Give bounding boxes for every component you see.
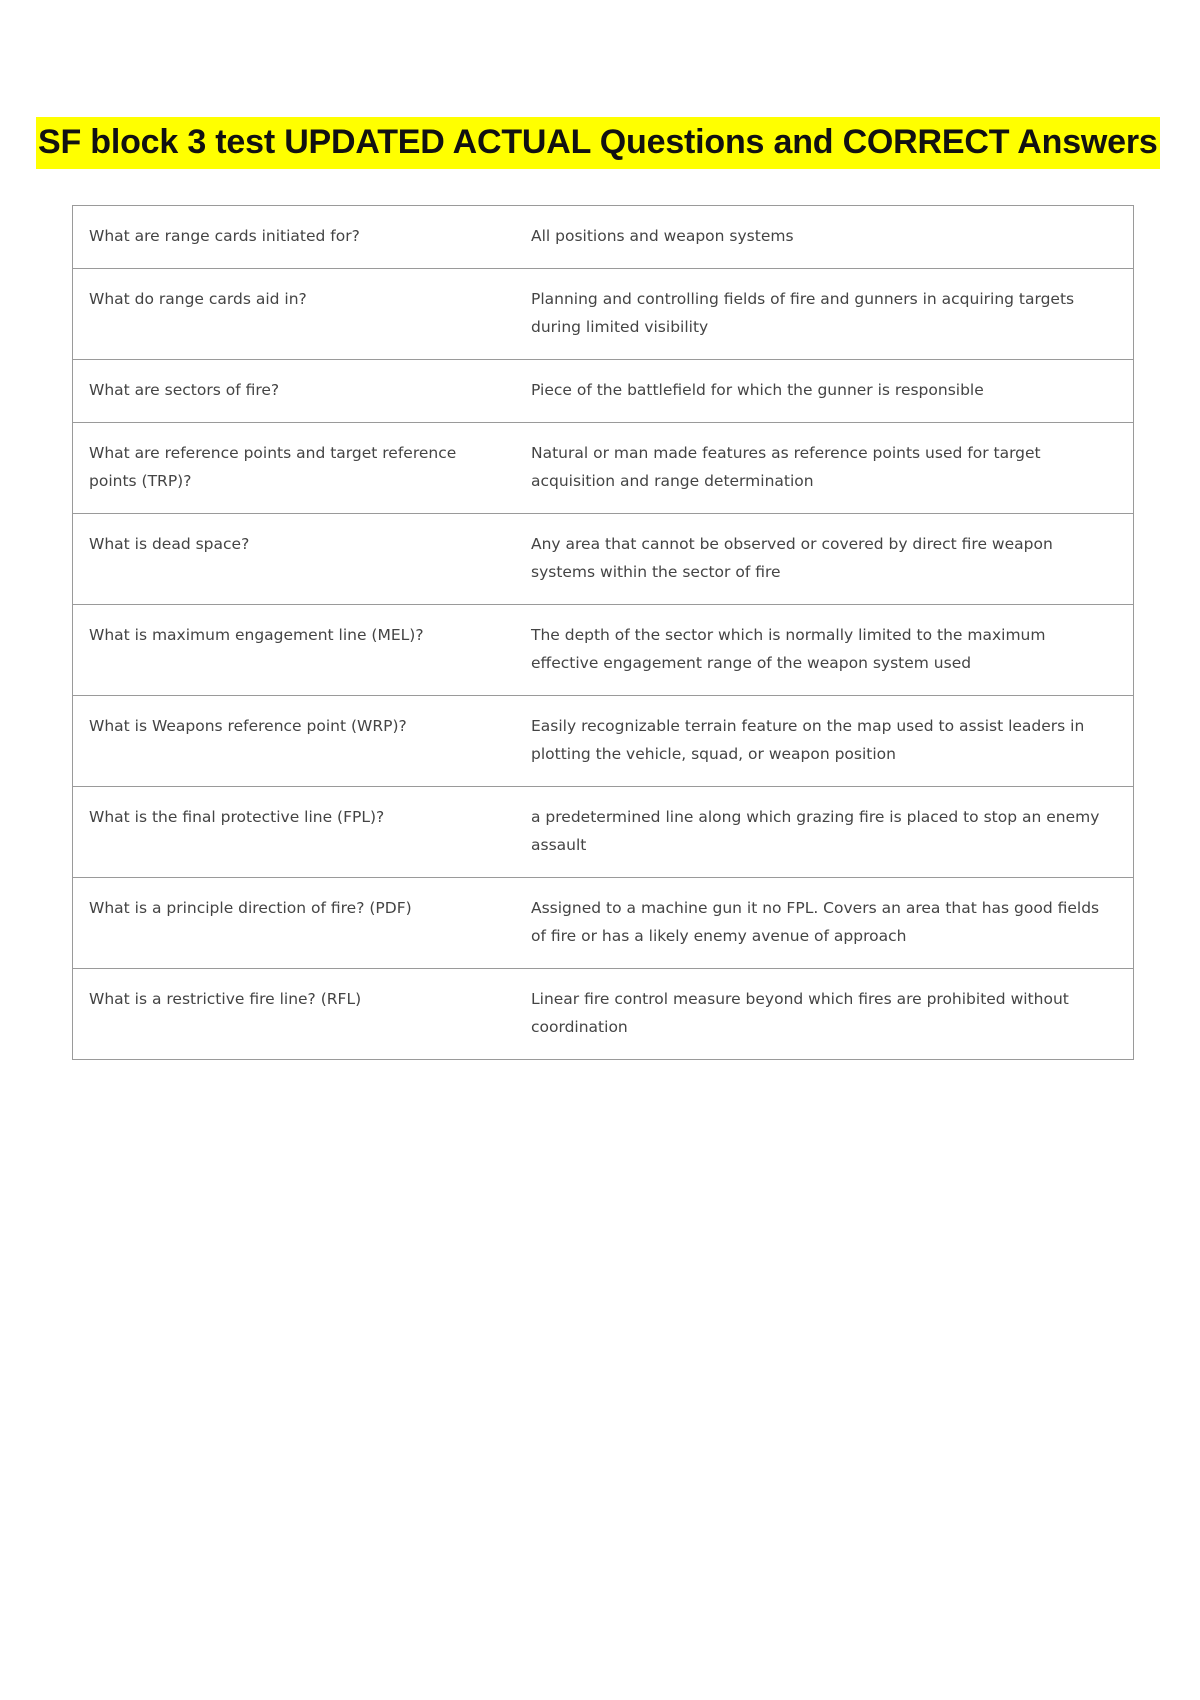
question-cell: What are sectors of fire? [73,360,516,423]
answer-cell: Planning and controlling fields of fire and gunners in acquiring targets during limited visibility [515,269,1134,360]
table-row [73,696,1134,787]
answer-cell: All positions and weapon systems [515,206,1134,269]
answer-cell: Easily recognizable terrain feature on the map used to assist leaders in plotting the vehicle, squad, or weapon position [515,696,1134,787]
question-cell: What do range cards aid in? [73,269,516,360]
answer-cell: Any area that cannot be observed or covered by direct fire weapon systems within the sector of fire [515,514,1134,605]
table-row [73,360,1134,423]
question-cell: What are range cards initiated for? [73,206,516,269]
table-row [73,269,1134,360]
table-row [73,605,1134,696]
question-cell: What is Weapons reference point (WRP)? [73,696,516,787]
answer-cell: a predetermined line along which grazing fire is placed to stop an enemy assault [515,787,1134,878]
answer-cell: Piece of the battlefield for which the gunner is responsible [515,360,1134,423]
question-cell: What is the final protective line (FPL)? [73,787,516,878]
table-row [73,787,1134,878]
table-row [73,206,1134,269]
question-cell: What is dead space? [73,514,516,605]
question-cell: What is maximum engagement line (MEL)? [73,605,516,696]
answer-cell: Assigned to a machine gun it no FPL. Covers an area that has good fields of fire or has a likely enemy avenue of approach [515,878,1134,969]
answer-cell: Natural or man made features as reference points used for target acquisition and range determination [515,423,1134,514]
question-cell: What is a principle direction of fire? (PDF) [73,878,516,969]
table-row [73,514,1134,605]
table-row [73,878,1134,969]
question-cell: What is a restrictive fire line? (RFL) [73,969,516,1060]
answer-cell: The depth of the sector which is normally limited to the maximum effective engagement range of the weapon system used [515,605,1134,696]
page-title: SF block 3 test UPDATED ACTUAL Questions and CORRECT Answers [36,117,1160,169]
answer-cell: Linear fire control measure beyond which fires are prohibited without coordination [515,969,1134,1060]
qa-table [72,205,1134,1060]
table-row [73,423,1134,514]
table-row [73,969,1134,1060]
question-cell: What are reference points and target reference points (TRP)? [73,423,516,514]
